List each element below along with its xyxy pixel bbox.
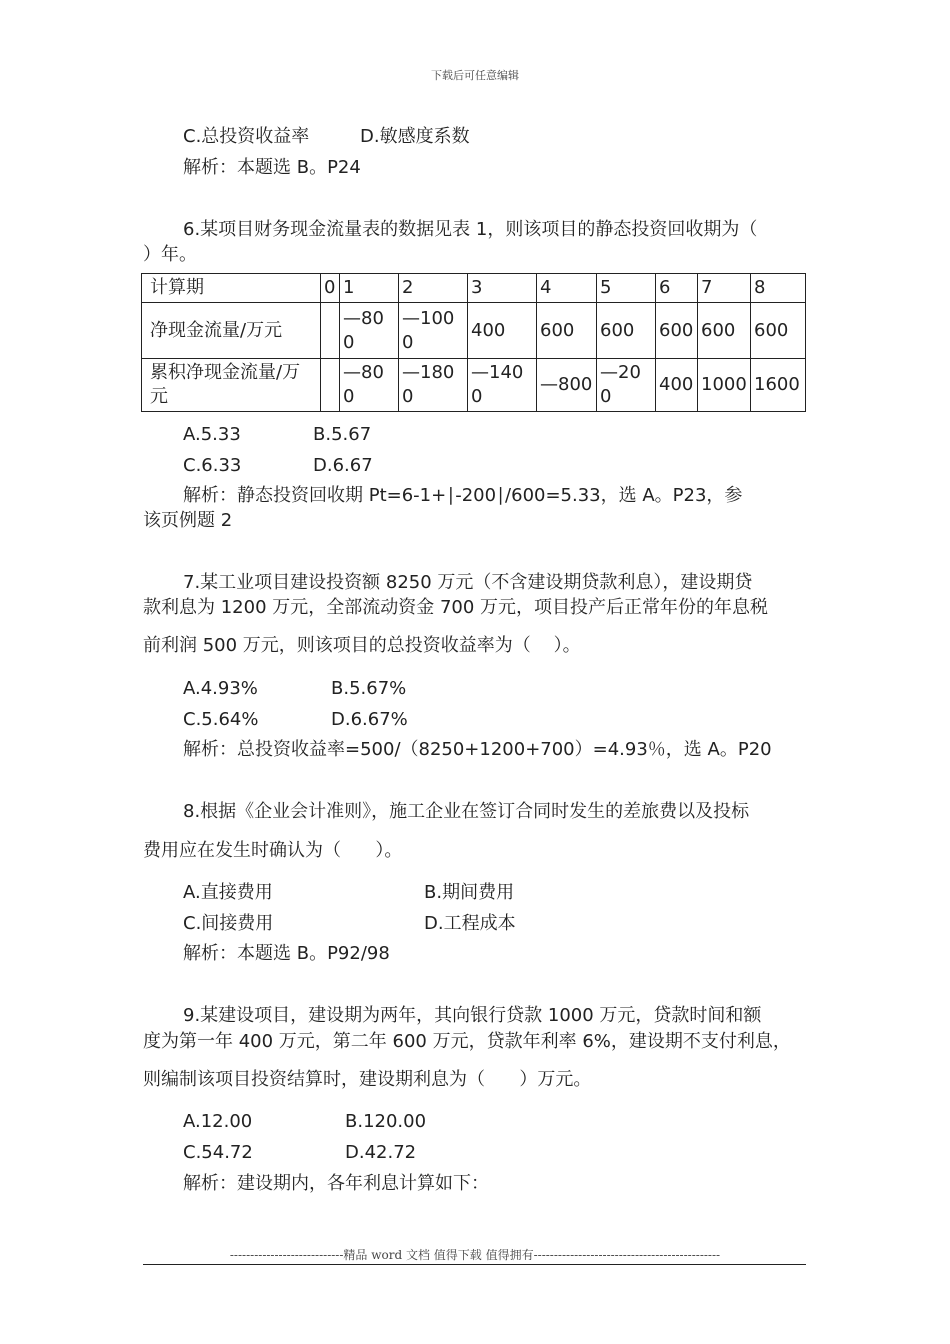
q7-option-a: A.4.93% (183, 678, 258, 699)
q9-option-c: C.54.72 (183, 1142, 253, 1163)
table-cell: 1000 (698, 359, 751, 412)
q6-option-a: A.5.33 (183, 424, 241, 445)
table-cell: 600 (751, 303, 806, 359)
q8-analysis: 解析：本题选 B。P92/98 (183, 943, 390, 964)
table-cell: 600 (698, 303, 751, 359)
table-cell: —1800 (399, 359, 468, 412)
table-cell: 600 (656, 303, 698, 359)
q8-option-c: C.间接费用 (183, 913, 274, 934)
q8-stem-line1: 8.根据《企业会计准则》，施工企业在签订合同时发生的差旅费以及投标 (183, 801, 750, 822)
table-cell: —800 (340, 359, 399, 412)
q7-option-d: D.6.67% (331, 709, 408, 730)
table-row-cumulative-cash-flow (142, 359, 806, 412)
q8-option-a: A.直接费用 (183, 882, 273, 903)
table-cell (321, 303, 340, 359)
table-cell: —200 (597, 359, 656, 412)
q7-stem-line2: 款利息为 1200 万元，全部流动资金 700 万元，项目投产后正常年份的年息税 (143, 597, 769, 618)
table-header-cell: 2 (399, 274, 468, 303)
q6-option-b: B.5.67 (313, 424, 372, 445)
table-cell (321, 359, 340, 412)
table-cell: —800 (340, 303, 399, 359)
table-cell: 600 (597, 303, 656, 359)
q6-analysis-line1: 解析：静态投资回收期 Pt=6-1+∣-200∣/600=5.33，选 A。P23，参 (183, 485, 743, 506)
q6-option-c: C.6.33 (183, 455, 242, 476)
q6-stem-line1: 6.某项目财务现金流量表的数据见表 1，则该项目的静态投资回收期为（ (183, 219, 758, 240)
table-header-cell: 0 (321, 274, 340, 303)
q6-option-d: D.6.67 (313, 455, 373, 476)
q7-option-b: B.5.67% (331, 678, 407, 699)
footer-divider (143, 1264, 806, 1265)
table-cell: —1400 (468, 359, 537, 412)
table-cell: —800 (537, 359, 597, 412)
q5-option-d: D.敏感度系数 (360, 126, 470, 147)
q9-stem-line1: 9.某建设项目，建设期为两年，其向银行贷款 1000 万元，贷款时间和额 (183, 1005, 762, 1026)
table-cell: 1600 (751, 359, 806, 412)
table-header-cell: 8 (751, 274, 806, 303)
table-header-row (142, 274, 806, 303)
page-footer: ----------------------------精品 word 文档 值得下载 值得拥有---------------------------------------------- (229, 1248, 721, 1262)
table-header-cell: 6 (656, 274, 698, 303)
table-row-label: 累积净现金流量/万元 (142, 359, 321, 412)
table-row-label: 净现金流量/万元 (142, 303, 321, 359)
q7-stem-line1: 7.某工业项目建设投资额 8250 万元（不含建设期贷款利息），建设期贷 (183, 572, 753, 593)
table-header-cell: 3 (468, 274, 537, 303)
q5-option-c: C.总投资收益率 (183, 126, 310, 147)
q6-analysis-line2: 该页例题 2 (143, 510, 233, 531)
table-cell: 600 (537, 303, 597, 359)
table-row-net-cash-flow (142, 303, 806, 359)
q9-stem-line3: 则编制该项目投资结算时，建设期利息为（ ）万元。 (143, 1069, 592, 1090)
table-cell: 400 (656, 359, 698, 412)
q9-option-d: D.42.72 (345, 1142, 417, 1163)
table-cell: 400 (468, 303, 537, 359)
q5-analysis: 解析：本题选 B。P24 (183, 157, 361, 178)
page-header: 下载后可任意编辑 (431, 69, 519, 82)
q8-option-d: D.工程成本 (424, 913, 516, 934)
table-cell: —1000 (399, 303, 468, 359)
q9-analysis: 解析：建设期内，各年利息计算如下： (183, 1173, 489, 1194)
q8-stem-line2: 费用应在发生时确认为（ ）。 (143, 840, 403, 861)
table-header-cell: 1 (340, 274, 399, 303)
q7-stem-line3: 前利润 500 万元，则该项目的总投资收益率为（ ）。 (143, 635, 581, 656)
q8-option-b: B.期间费用 (424, 882, 515, 903)
q6-stem-line2: ）年。 (143, 244, 197, 265)
table-header-cell: 7 (698, 274, 751, 303)
table-header-cell: 4 (537, 274, 597, 303)
q7-analysis: 解析：总投资收益率=500/（8250+1200+700）=4.93％，选 A。P20 (183, 739, 772, 760)
q9-stem-line2: 度为第一年 400 万元，第二年 600 万元，贷款年利率 6%，建设期不支付利息， (143, 1031, 791, 1052)
q9-option-a: A.12.00 (183, 1111, 253, 1132)
cash-flow-table (141, 273, 806, 412)
q7-option-c: C.5.64% (183, 709, 259, 730)
table-header-cell: 5 (597, 274, 656, 303)
table-header-cell: 计算期 (142, 274, 321, 303)
q9-option-b: B.120.00 (345, 1111, 427, 1132)
